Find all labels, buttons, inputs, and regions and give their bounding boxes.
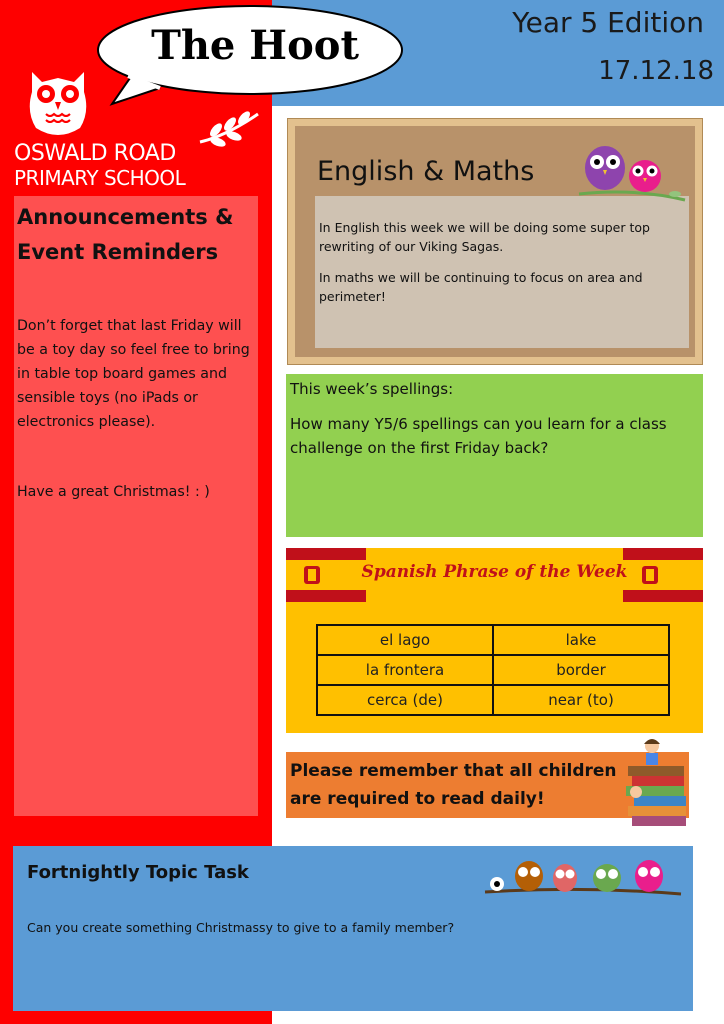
table-row (317, 655, 669, 685)
school-name-line1: OSWALD ROAD (14, 141, 176, 166)
spanish-word: la frontera (317, 655, 493, 685)
maths-paragraph: In maths we will be continuing to focus on area and perimeter! (319, 270, 643, 304)
owls-on-branch-icon (575, 138, 689, 208)
english-word: border (493, 655, 669, 685)
announcement-paragraph: Have a great Christmas! : ) (17, 484, 210, 500)
spanish-word: el lago (317, 625, 493, 655)
vocab-table (316, 624, 670, 716)
spanish-word: cerca (de) (317, 685, 493, 715)
spellings-panel (286, 374, 703, 537)
english-word: lake (493, 625, 669, 655)
spellings-heading: This week’s spellings: (290, 380, 454, 398)
corkboard (295, 126, 695, 357)
table-row (317, 625, 669, 655)
edition-date: 17.12.18 (598, 56, 714, 86)
edition-label: Year 5 Edition (512, 6, 704, 39)
english-paragraph: In English this week we will be doing some super top rewriting of our Viking Sagas. (319, 220, 650, 254)
topic-heading: Fortnightly Topic Task (27, 862, 249, 883)
school-name-line2: PRIMARY SCHOOL (14, 166, 186, 190)
reading-reminder-text: Please remember that all children are required to read daily! (290, 761, 617, 809)
announcements-panel (14, 196, 258, 816)
newsletter-title: The Hoot (151, 22, 359, 69)
announcements-heading: Announcements & Event Reminders (17, 205, 234, 264)
english-maths-heading: English & Maths (317, 156, 535, 187)
announcement-paragraph: Don’t forget that last Friday will be a toy day so feel free to bring in table top board games and sensible toys (no iPads or electronics please). (17, 318, 250, 430)
topic-body: Can you create something Christmassy to give to a family member? (27, 920, 455, 935)
spellings-body: How many Y5/6 spellings can you learn for a class challenge on the first Friday back? (290, 415, 667, 457)
topic-task-panel (13, 846, 693, 1011)
spanish-panel (286, 548, 703, 733)
english-word: near (to) (493, 685, 669, 715)
table-row (317, 685, 669, 715)
owl-logo-icon (18, 62, 98, 142)
laurel-leaf-icon (196, 108, 262, 148)
spanish-heading: Spanish Phrase of the Week (361, 562, 628, 582)
books-reading-icon (624, 736, 690, 830)
corkboard-frame (287, 118, 703, 365)
owl-family-icon (483, 852, 683, 898)
